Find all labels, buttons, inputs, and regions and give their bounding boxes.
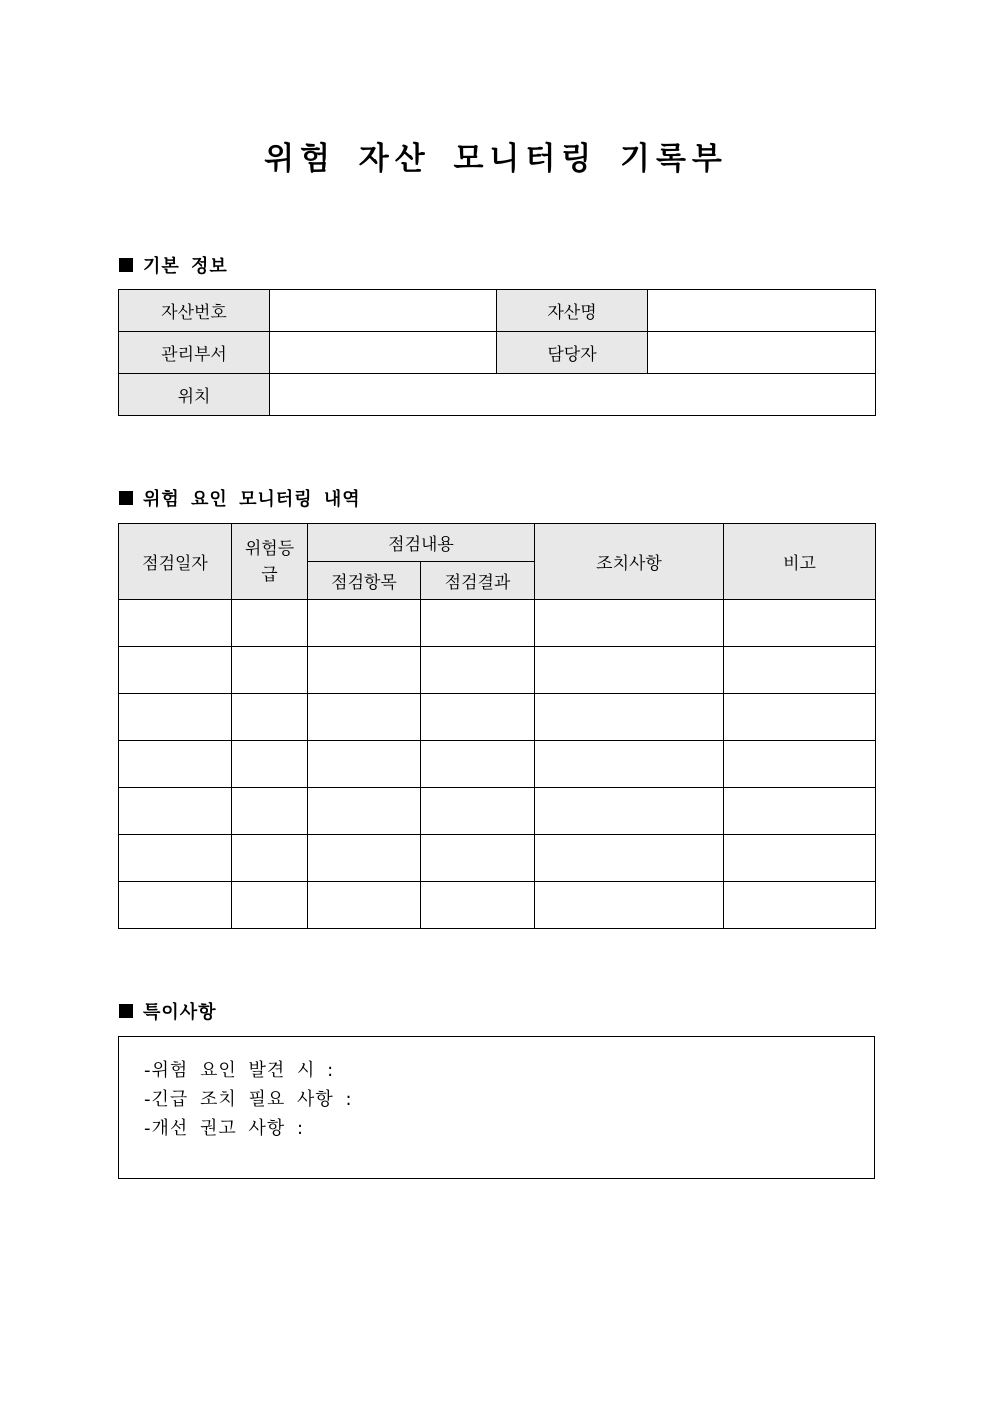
monitoring-table	[118, 523, 876, 929]
table-cell[interactable]	[119, 741, 232, 788]
table-cell[interactable]	[724, 788, 876, 835]
table-row	[119, 600, 876, 647]
table-cell[interactable]	[535, 647, 724, 694]
section-heading-notes	[119, 998, 217, 1024]
asset-number-field[interactable]	[270, 290, 497, 332]
col-header-item: 점검항목	[308, 562, 421, 600]
table-cell[interactable]	[421, 741, 535, 788]
table-cell[interactable]	[421, 788, 535, 835]
table-cell[interactable]	[421, 882, 535, 929]
table-row	[119, 647, 876, 694]
asset-name-field[interactable]	[648, 290, 876, 332]
table-cell[interactable]	[724, 835, 876, 882]
square-bullet-icon	[119, 491, 133, 505]
col-header-date: 점검일자	[119, 524, 232, 600]
table-cell[interactable]	[308, 741, 421, 788]
table-cell[interactable]	[119, 694, 232, 741]
table-cell[interactable]	[421, 694, 535, 741]
table-cell[interactable]	[724, 694, 876, 741]
table-cell[interactable]	[308, 788, 421, 835]
location-label: 위치	[119, 374, 270, 416]
table-cell[interactable]	[421, 600, 535, 647]
col-header-remarks: 비고	[724, 524, 876, 600]
table-cell[interactable]	[308, 694, 421, 741]
table-row	[119, 882, 876, 929]
table-cell[interactable]	[119, 882, 232, 929]
location-field[interactable]	[270, 374, 876, 416]
square-bullet-icon	[119, 258, 133, 272]
note-hazard-found: -위험 요인 발견 시 :	[144, 1060, 335, 1081]
square-bullet-icon	[119, 1004, 133, 1018]
department-label: 관리부서	[119, 332, 270, 374]
table-cell[interactable]	[119, 600, 232, 647]
note-improvement: -개선 권고 사항 :	[144, 1118, 305, 1139]
section-heading-label: 특이사항	[143, 1002, 217, 1023]
department-field[interactable]	[270, 332, 497, 374]
col-header-action: 조치사항	[535, 524, 724, 600]
table-cell[interactable]	[421, 835, 535, 882]
table-cell[interactable]	[232, 788, 308, 835]
table-cell[interactable]	[119, 788, 232, 835]
table-row	[119, 835, 876, 882]
col-header-result: 점검결과	[421, 562, 535, 600]
table-cell[interactable]	[724, 600, 876, 647]
table-cell[interactable]	[535, 788, 724, 835]
table-row	[119, 788, 876, 835]
table-cell[interactable]	[724, 647, 876, 694]
section-heading-label: 기본 정보	[143, 256, 228, 277]
table-cell[interactable]	[232, 694, 308, 741]
section-heading-label: 위험 요인 모니터링 내역	[143, 489, 361, 510]
section-heading-monitoring	[119, 485, 361, 511]
table-cell[interactable]	[724, 882, 876, 929]
risk-level-text: 위험등급	[244, 538, 295, 585]
table-cell[interactable]	[308, 882, 421, 929]
basic-info-table	[118, 289, 876, 416]
col-header-risk-level	[232, 524, 308, 600]
table-cell[interactable]	[535, 694, 724, 741]
table-row	[119, 694, 876, 741]
table-cell[interactable]	[535, 835, 724, 882]
table-cell[interactable]	[535, 882, 724, 929]
notes-box[interactable]	[118, 1036, 875, 1179]
table-cell[interactable]	[535, 741, 724, 788]
table-cell[interactable]	[232, 835, 308, 882]
section-heading-basic	[119, 252, 228, 278]
table-cell[interactable]	[232, 600, 308, 647]
table-cell[interactable]	[535, 600, 724, 647]
note-urgent-action: -긴급 조치 필요 사항 :	[144, 1089, 353, 1110]
table-cell[interactable]	[308, 835, 421, 882]
table-row	[119, 741, 876, 788]
manager-label: 담당자	[497, 332, 648, 374]
table-cell[interactable]	[724, 741, 876, 788]
asset-number-label: 자산번호	[119, 290, 270, 332]
table-cell[interactable]	[119, 647, 232, 694]
col-header-inspection: 점검내용	[308, 524, 535, 562]
table-cell[interactable]	[232, 882, 308, 929]
manager-field[interactable]	[648, 332, 876, 374]
table-cell[interactable]	[308, 600, 421, 647]
table-cell[interactable]	[232, 647, 308, 694]
table-cell[interactable]	[232, 741, 308, 788]
table-cell[interactable]	[119, 835, 232, 882]
table-cell[interactable]	[421, 647, 535, 694]
table-cell[interactable]	[308, 647, 421, 694]
asset-name-label: 자산명	[497, 290, 648, 332]
page-title: 위험 자산 모니터링 기록부	[264, 141, 728, 177]
